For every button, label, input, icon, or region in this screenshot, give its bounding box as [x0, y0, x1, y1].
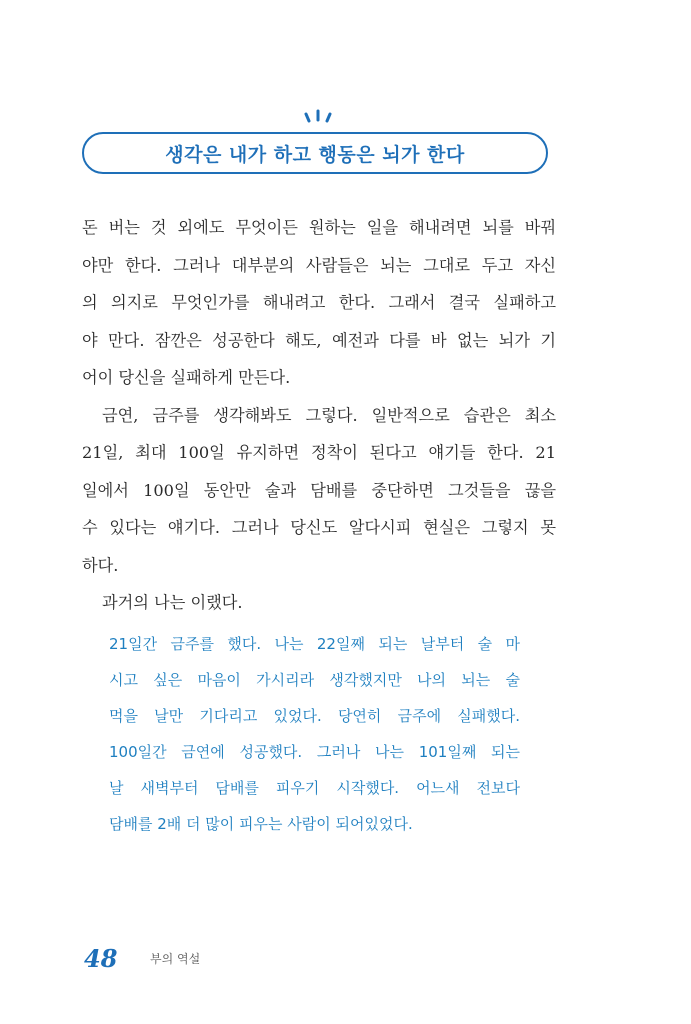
body-text-line: 돈 버는 것 외에도 무엇이든 원하는 일을 해내려면 뇌를 바꿔 [82, 218, 556, 237]
quote-line: 시고 싶은 마음이 가시리라 생각했지만 나의 뇌는 술 [109, 671, 520, 689]
book-title: 부의 역설 [150, 952, 201, 966]
body-text-line: 야만 한다. 그러나 대부분의 사람들은 뇌는 그대로 두고 자신 [82, 256, 556, 275]
sparkle-icon [298, 105, 338, 129]
body-text-line: 하다. [82, 556, 119, 575]
quote-line: 먹을 날만 기다리고 있었다. 당연히 금주에 실패했다. [109, 707, 520, 725]
section-heading: 생각은 내가 하고 행동은 뇌가 한다 [165, 143, 465, 166]
section-heading-box [82, 132, 548, 174]
quote-line: 담배를 2배 더 많이 피우는 사람이 되어있었다. [109, 815, 413, 833]
quote-line: 21일간 금주를 했다. 나는 22일째 되는 날부터 술 마 [109, 635, 520, 653]
quote-line: 100일간 금연에 성공했다. 그러나 나는 101일째 되는 [109, 743, 520, 761]
body-text-line: 21일, 최대 100일 유지하면 정착이 된다고 얘기들 한다. 21 [82, 443, 556, 462]
body-text-line: 수 있다는 얘기다. 그러나 당신도 알다시피 현실은 그렇지 못 [82, 518, 556, 537]
page-number: 48 [84, 944, 118, 973]
quote-line: 날 새벽부터 담배를 피우기 시작했다. 어느새 전보다 [109, 779, 520, 797]
body-text-line: 어이 당신을 실패하게 만든다. [82, 368, 291, 387]
body-text-line: 의 의지로 무엇인가를 해내려고 한다. 그래서 결국 실패하고 [82, 293, 556, 312]
body-text-line: 야 만다. 잠깐은 성공한다 해도, 예전과 다를 바 없는 뇌가 기 [82, 331, 556, 350]
body-text-line: 일에서 100일 동안만 술과 담배를 중단하면 그것들을 끊을 [82, 481, 556, 500]
body-text-line: 금연, 금주를 생각해봐도 그렇다. 일반적으로 습관은 최소 [102, 406, 556, 425]
body-text-line: 과거의 나는 이랬다. [102, 593, 243, 612]
